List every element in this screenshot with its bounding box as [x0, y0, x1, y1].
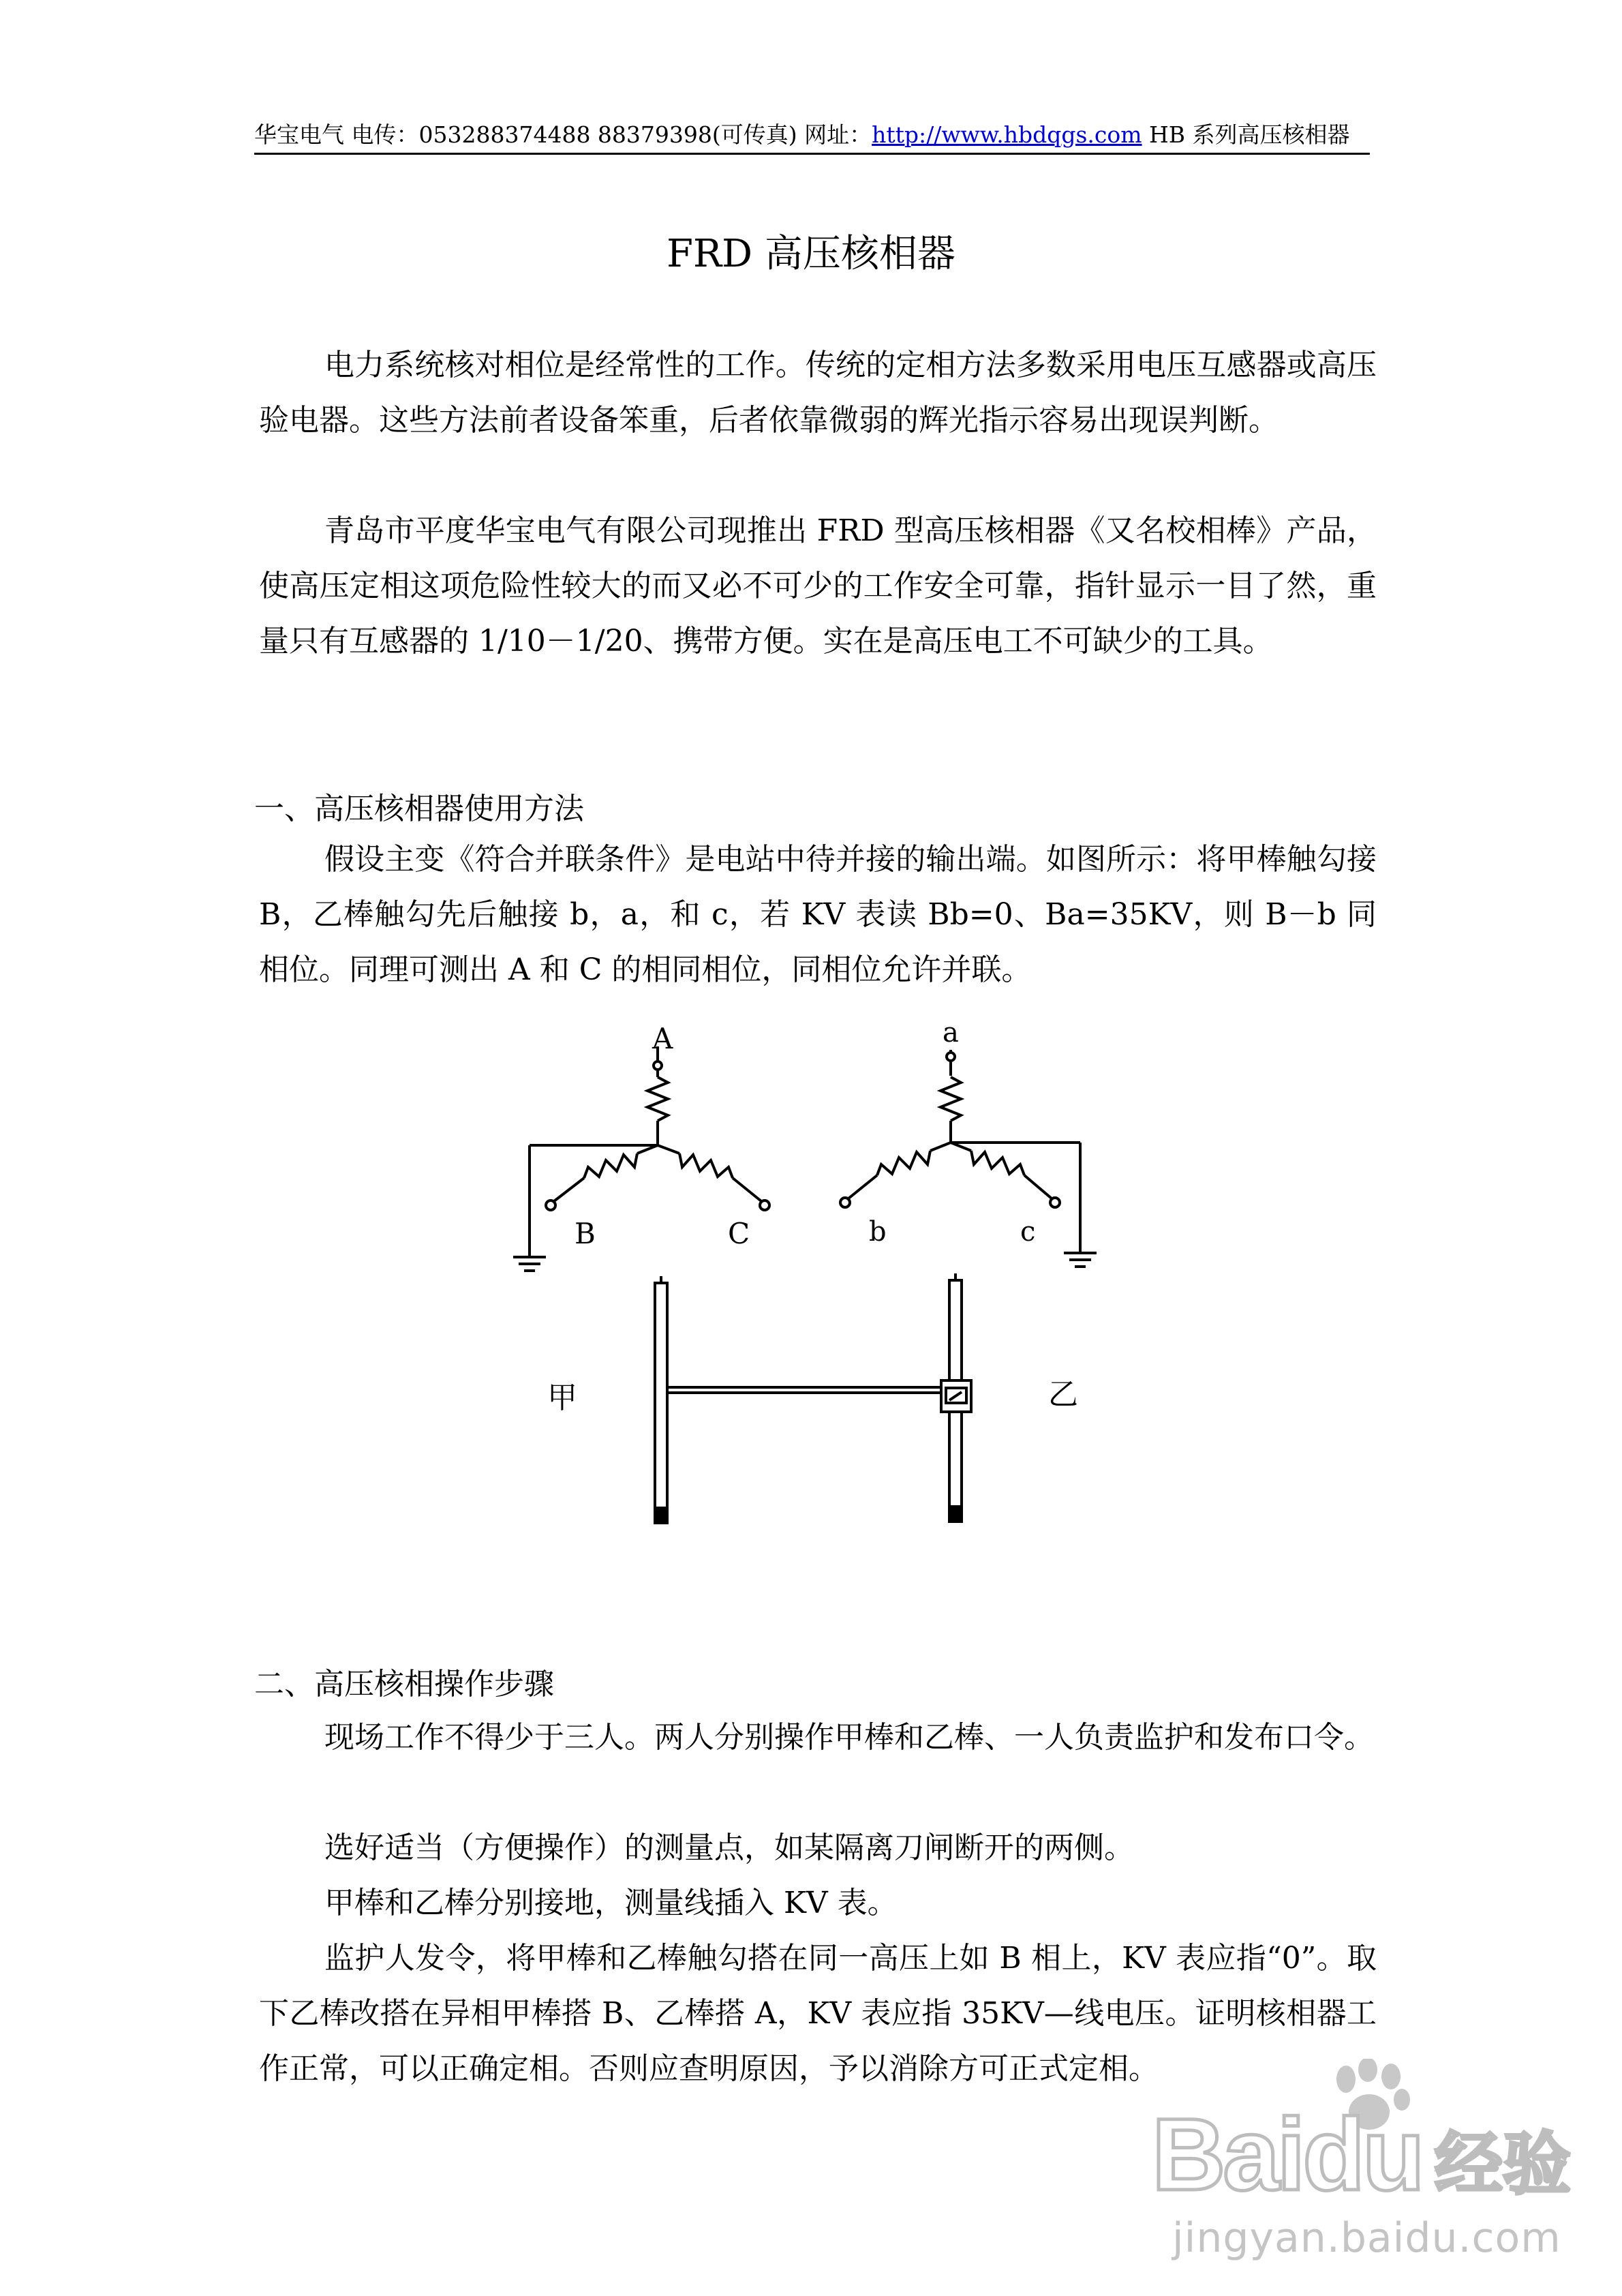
measurement-wire: [667, 1387, 943, 1393]
watermark-suffix: 经验: [1435, 2124, 1571, 2204]
page-header: [254, 115, 1370, 155]
section-2-heading: 二、高压核相操作步骤: [254, 1667, 554, 1702]
section-2-paragraph-4: 监护人发令，将甲棒和乙棒触勾搭在同一高压上如 B 相上，KV 表应指“0”。取下乙棒改搭在异相甲棒搭 B、乙棒搭 A，KV 表应指 35KV—线电压。证明核相器工作正常，可以正确定相。否则应查明原因，予以消除方可正式定相。: [259, 1941, 1377, 2086]
rod-jia: [655, 1276, 667, 1523]
watermark-site: jingyan.baidu.com: [1172, 2214, 1561, 2262]
phasing-diagram: [501, 1009, 1121, 1568]
label-rod-jia: 甲: [547, 1380, 577, 1415]
header-url-link[interactable]: http://www.hbdqgs.com: [872, 121, 1142, 148]
watermark-brand: [1152, 2097, 1422, 2211]
header-product-series: HB 系列高压核相器: [1142, 121, 1350, 148]
section-2-paragraph-1: 现场工作不得少于三人。两人分别操作甲棒和乙棒、一人负责监护和发布口令。: [324, 1720, 1374, 1755]
section-1-paragraph: 假设主变《符合并联条件》是电站中待并接的输出端。如图所示：将甲棒触勾接 B，乙棒触勾先后触接 b，a，和 c，若 KV 表读 Bb=0、Ba=35KV，则 B－b 同相位。同理可测出 A 和 C 的相同相位，同相位允许并联。: [259, 842, 1377, 987]
header-contact: 华宝电气 电传：053288374488 88379398(可传真) 网址：: [254, 121, 872, 148]
intro-paragraph-2: 青岛市平度华宝电气有限公司现推出 FRD 型高压核相器《又名校相棒》产品，使高压定相这项危险性较大的而又必不可少的工作安全可靠，指针显示一目了然，重量只有互感器的 1/10－1/20、携带方便。实在是高压电工不可缺少的工具。: [259, 513, 1377, 659]
page-title: FRD 高压核相器: [667, 232, 955, 276]
label-right-a: a: [943, 1017, 959, 1048]
label-rod-yi: 乙: [1048, 1377, 1078, 1412]
label-right-b: b: [869, 1216, 887, 1248]
label-left-B: B: [575, 1217, 596, 1250]
section-1-heading: 一、高压核相器使用方法: [254, 791, 584, 826]
header-line: [254, 117, 1370, 149]
label-left-A: A: [652, 1022, 673, 1055]
watermark-brand-text: Baidu: [1152, 2097, 1422, 2211]
section-2-paragraph-3: 甲棒和乙棒分别接地，测量线插入 KV 表。: [324, 1886, 898, 1920]
label-left-C: C: [728, 1217, 750, 1250]
section-2-paragraph-2: 选好适当（方便操作）的测量点，如某隔离刀闸断开的两侧。: [324, 1830, 1134, 1865]
label-right-c: c: [1020, 1216, 1036, 1248]
baidu-jingyan-watermark: [1152, 2059, 1602, 2263]
kv-meter: [941, 1380, 971, 1412]
intro-paragraph-1: 电力系统核对相位是经常性的工作。传统的定相方法多数采用电压互感器或高压验电器。这些方法前者设备笨重，后者依靠微弱的辉光指示容易出现误判断。: [259, 348, 1377, 438]
